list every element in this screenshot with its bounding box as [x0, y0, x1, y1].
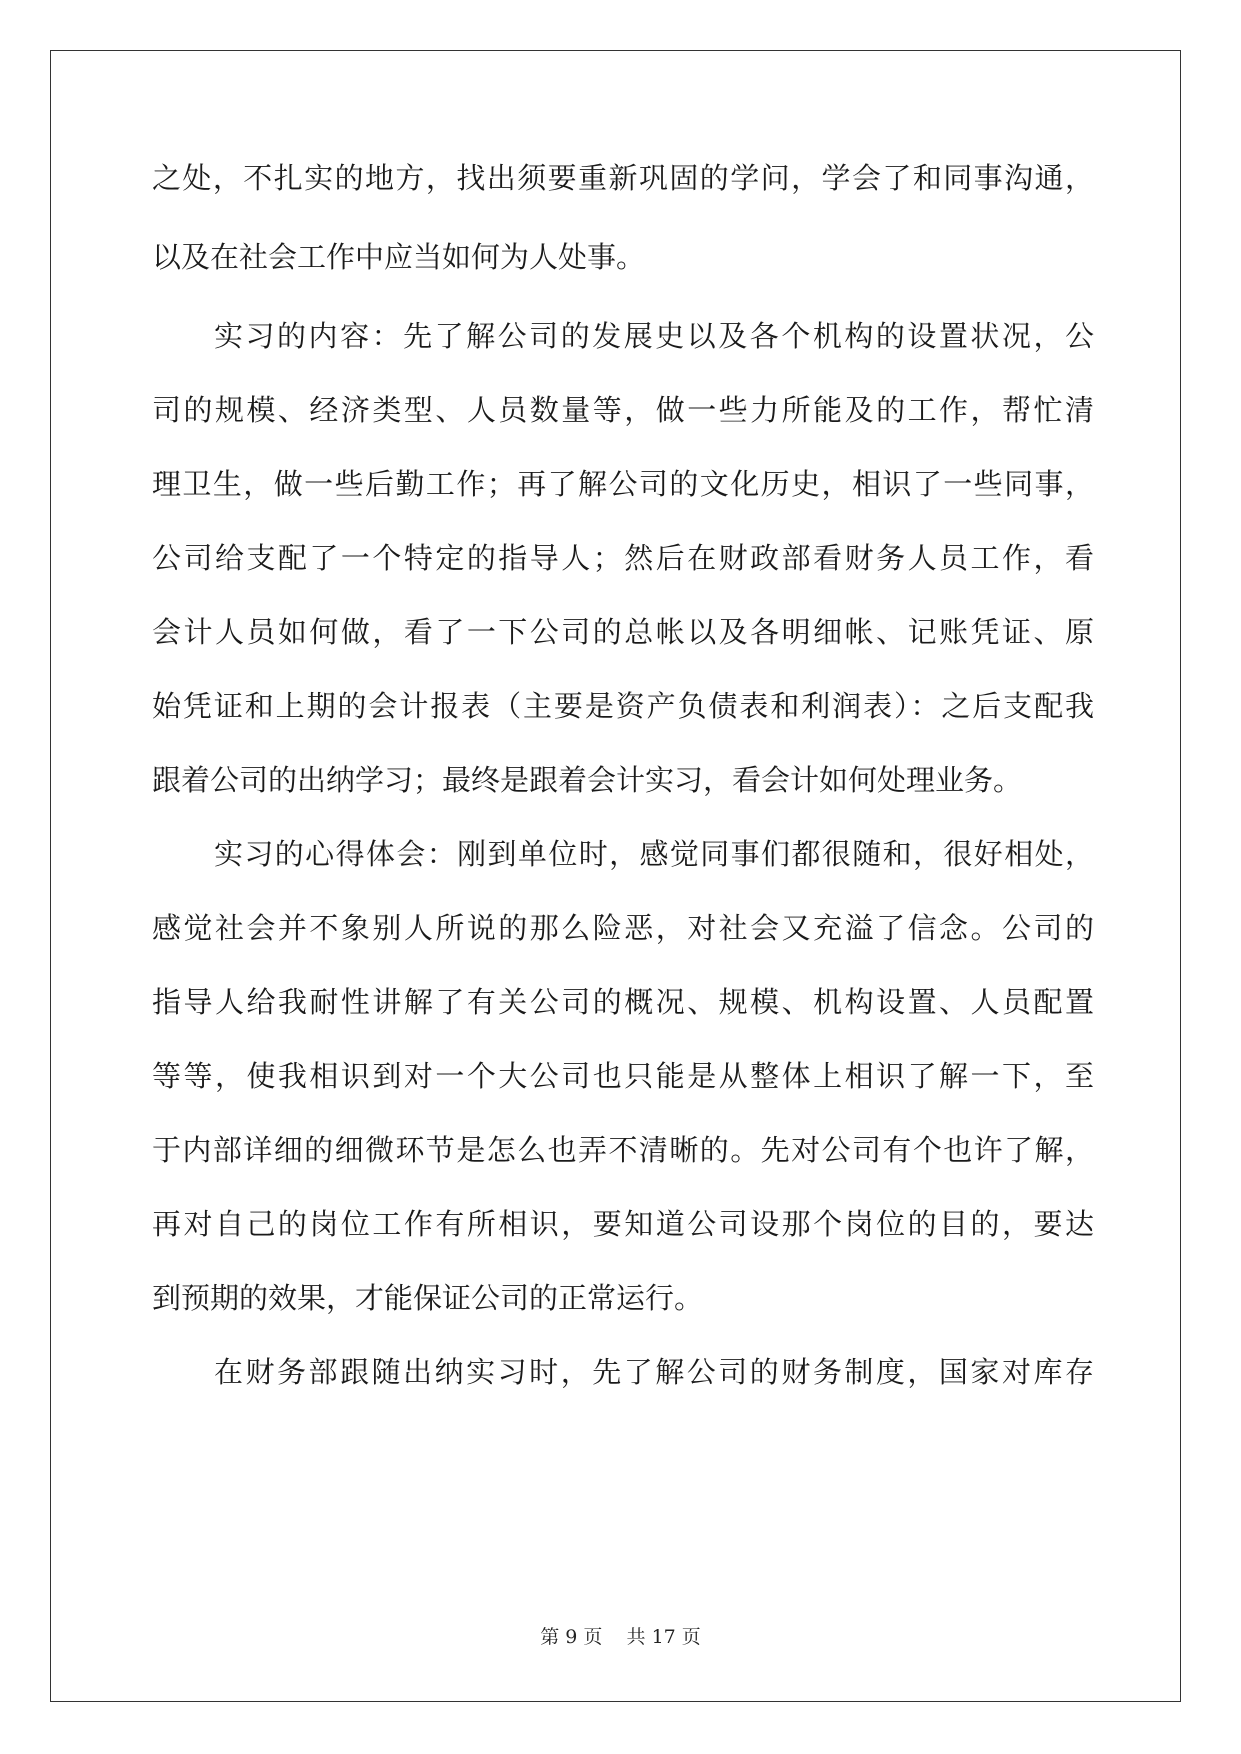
paragraph-start-line: 实习的心得体会：刚到单位时，感觉同事们都很随和，很好相处，: [214, 837, 1094, 871]
text-line: 跟着公司的出纳学习；最终是跟着会计实习，看会计如何处理业务。: [152, 763, 1023, 797]
text-line: 指导人给我耐性讲解了有关公司的概况、规模、机构设置、人员配置: [152, 985, 1094, 1019]
paragraph-start-line: 实习的内容：先了解公司的发展史以及各个机构的设置状况，公: [214, 319, 1094, 353]
document-body: [152, 162, 1094, 1389]
text-line: 始凭证和上期的会计报表（主要是资产负债表和利润表）：之后支配我: [152, 689, 1094, 723]
text-line: 感觉社会并不象别人所说的那么险恶，对社会又充溢了信念。公司的: [152, 911, 1094, 945]
text-line: 公司给支配了一个特定的指导人；然后在财政部看财务人员工作，看: [152, 541, 1094, 575]
text-line: 再对自己的岗位工作有所相识，要知道公司设那个岗位的目的，要达: [152, 1207, 1094, 1241]
paragraph-start-line: 在财务部跟随出纳实习时，先了解公司的财务制度，国家对库存: [214, 1355, 1094, 1389]
total-pages: 共 17 页: [626, 1626, 701, 1648]
page-footer: [0, 1626, 1241, 1648]
text-line: 会计人员如何做，看了一下公司的总帐以及各明细帐、记账凭证、原: [152, 615, 1094, 649]
text-line: 等等，使我相识到对一个大公司也只能是从整体上相识了解一下，至: [152, 1059, 1094, 1093]
text-line: 司的规模、经济类型、人员数量等，做一些力所能及的工作，帮忙清: [152, 393, 1094, 427]
page-number: 第 9 页: [540, 1626, 603, 1648]
text-line: 理卫生，做一些后勤工作；再了解公司的文化历史，相识了一些同事，: [152, 467, 1094, 501]
text-line: 到预期的效果，才能保证公司的正常运行。: [152, 1281, 704, 1315]
text-line: 之处，不扎实的地方，找出须要重新巩固的学问，学会了和同事沟通，: [152, 161, 1094, 195]
text-line: 以及在社会工作中应当如何为人处事。: [152, 240, 646, 274]
text-line: 于内部详细的细微环节是怎么也弄不清晰的。先对公司有个也许了解，: [152, 1133, 1094, 1167]
